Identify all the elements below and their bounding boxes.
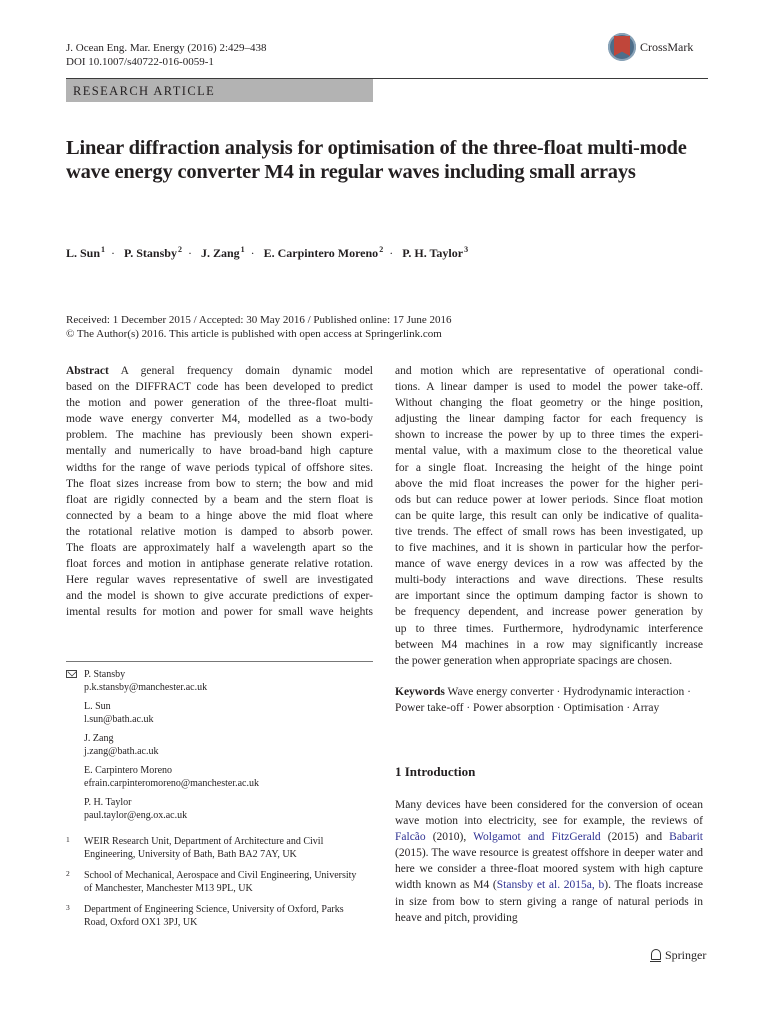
abstract-line: The floats are approximately half a wavelength apart so the bbox=[66, 542, 373, 555]
affiliation-text: WEIR Research Unit, Department of Architecture and Civil Engineering, University of Bath, Bath BA2 7AY, UK bbox=[84, 836, 324, 860]
intro-text: (2010), bbox=[425, 831, 474, 844]
abstract-line: widths for the range of wave periods typical of offshore sites. bbox=[66, 461, 373, 474]
affiliation-number: 3 bbox=[66, 903, 70, 912]
affiliation-entry bbox=[66, 869, 366, 895]
abstract-line: multi-body interactions and wave directions. These results bbox=[395, 574, 703, 587]
abstract-line: can be quite large, this result can only be indicative of qualita- bbox=[395, 509, 703, 522]
author-contacts bbox=[66, 668, 259, 828]
contact-entry bbox=[66, 764, 259, 790]
author-list bbox=[66, 245, 468, 261]
copyright-line: © The Author(s) 2016. This article is published with open access at Springerlink.com bbox=[66, 328, 442, 340]
intro-text: (2015). The wave resource is greatest offshore in deeper water and here we consider a three-float moored system with high capture width known as M4 ( bbox=[395, 847, 703, 892]
paper-title: Linear diffraction analysis for optimisation of the three-float multi-mode wave energy converter M4 in regular waves including small arrays bbox=[66, 137, 687, 183]
contact-name: L. Sun bbox=[84, 701, 111, 712]
contact-email[interactable]: efrain.carpinteromoreno@manchester.ac.uk bbox=[84, 778, 259, 789]
abstract-line: mentally and numerically to have broad-band high capture bbox=[66, 445, 373, 458]
section-heading-introduction: 1 Introduction bbox=[395, 764, 476, 779]
crossmark-icon bbox=[608, 33, 636, 61]
article-type-banner bbox=[66, 79, 373, 102]
abstract-line: mental value, with a maximum close to the theoretical value bbox=[395, 445, 703, 458]
abstract-line: tive trends. The effect of small rows has been investigated, up bbox=[395, 525, 703, 538]
abstract-line: imental results for motion and power for small wave heights bbox=[66, 606, 373, 619]
abstract-line: problem. The machine has previously been shown experi- bbox=[66, 429, 373, 442]
contact-entry bbox=[66, 668, 259, 694]
publisher-name: Springer bbox=[665, 948, 707, 962]
introduction-paragraph bbox=[395, 797, 703, 926]
contact-email[interactable]: j.zang@bath.ac.uk bbox=[84, 746, 159, 757]
citation-link[interactable]: Wolgamot and FitzGerald bbox=[473, 831, 601, 844]
affiliation-entry bbox=[66, 903, 366, 929]
abstract-line: tions. A linear damper is used to model the power take-off. bbox=[395, 381, 703, 394]
abstract-line: the rotational relative motion is damped to absorb power. bbox=[66, 525, 373, 538]
abstract-line: mode wave energy converter M4, modelled as a two-body bbox=[66, 413, 373, 426]
contact-entry bbox=[66, 796, 259, 822]
abstract-line: between M4 machines in a row may significantly increase bbox=[395, 638, 703, 651]
contact-entry bbox=[66, 700, 259, 726]
contact-entry bbox=[66, 732, 259, 758]
abstract-line: The float sizes increase from bow to stern; the bow and mid bbox=[66, 477, 373, 490]
journal-info bbox=[66, 41, 267, 69]
doi[interactable]: DOI 10.1007/s40722-016-0059-1 bbox=[66, 56, 214, 68]
publication-dates bbox=[66, 313, 452, 341]
abstract-line: connected by a beam to a hinge above the mid float where bbox=[66, 509, 373, 522]
affiliation-number: 1 bbox=[66, 835, 70, 844]
contact-name: E. Carpintero Moreno bbox=[84, 765, 173, 776]
separator: · bbox=[187, 246, 192, 260]
author[interactable]: E. Carpintero Moreno$^2$ bbox=[263, 245, 384, 260]
publisher-logo bbox=[650, 948, 706, 963]
citation-link[interactable]: Babarit bbox=[669, 831, 704, 844]
affiliation-text: School of Mechanical, Aerospace and Civil Engineering, University of Manchester, Manchester M13 9PL, UK bbox=[84, 870, 357, 894]
abstract-line: above the mid float increases the power for the higher peri- bbox=[395, 477, 703, 490]
abstract-line: to five machines, and it is shown in particular how the perfor- bbox=[395, 542, 703, 555]
author[interactable]: P. H. Taylor$^3$ bbox=[402, 245, 469, 260]
abstract-line: float are rigidly connected by a beam and the stern float is bbox=[66, 493, 373, 506]
springer-knight-icon bbox=[650, 949, 661, 962]
abstract-line: the motion and power generation of the three-float multi- bbox=[66, 397, 373, 410]
abstract-line: the power generation when appropriate spacings are chosen. bbox=[395, 654, 673, 667]
abstract-line: based on the DIFFRACT code has been developed to predict bbox=[66, 381, 373, 394]
dates-line: Received: 1 December 2015 / Accepted: 30 May 2016 / Published online: 17 June 2016 bbox=[66, 314, 452, 326]
contact-email[interactable]: p.k.stansby@manchester.ac.uk bbox=[84, 682, 208, 693]
affiliation-entry bbox=[66, 835, 366, 861]
contact-name: P. H. Taylor bbox=[84, 797, 132, 808]
affiliation-number: 2 bbox=[66, 869, 70, 878]
crossmark-badge[interactable] bbox=[608, 33, 693, 61]
contact-email[interactable]: paul.taylor@eng.ox.ac.uk bbox=[84, 810, 188, 821]
intro-text: (2015) and bbox=[600, 831, 670, 844]
abstract-line: are important since the optimum damping factor is shown to bbox=[395, 590, 703, 603]
abstract-line: float forces and motion in antiphase generate relative rotation. bbox=[66, 558, 373, 571]
contact-name: J. Zang bbox=[84, 733, 114, 744]
abstract-line: up to three times. Furthermore, hydrodynamic interference bbox=[395, 622, 703, 635]
abstract-right-column bbox=[395, 363, 703, 669]
citation-link[interactable]: Stansby et al. 2015a, b bbox=[496, 879, 605, 892]
intro-text: ). The floats increase in size from bow to stern giving a range of natural periods in heave and pitch, providing bbox=[395, 879, 704, 924]
abstract-line: Here regular waves representative of swell are investigated bbox=[66, 574, 373, 587]
abstract-line: Without changing the float geometry or the hinge position, bbox=[395, 397, 703, 410]
envelope-icon bbox=[66, 670, 77, 678]
intro-text: Many devices have been considered for the conversion of ocean wave motion into electricity, see for example, the reviews of bbox=[395, 799, 703, 828]
abstract-left-column bbox=[66, 363, 373, 621]
abstract-line: mance of wave energy devices in a row was affected by the bbox=[395, 558, 703, 571]
separator: · bbox=[111, 246, 116, 260]
abstract-line: and motion which are representative of operational condi- bbox=[395, 365, 703, 377]
keywords bbox=[395, 684, 703, 716]
affiliations bbox=[66, 835, 366, 937]
contact-email[interactable]: l.sun@bath.ac.uk bbox=[84, 714, 154, 725]
keywords-text: Wave energy converter · Hydrodynamic interaction · Power take-off · Power absorption · Optimisation · Array bbox=[395, 686, 691, 714]
article-type-label: RESEARCH ARTICLE bbox=[73, 84, 216, 98]
abstract-line: and the model is shown to give accurate predictions of exper- bbox=[66, 590, 373, 603]
separator: · bbox=[389, 246, 394, 260]
abstract-line: shown to increase the power by up to three times the experi- bbox=[395, 429, 703, 442]
author[interactable]: J. Zang$^1$ bbox=[200, 245, 245, 260]
keywords-label: Keywords bbox=[395, 686, 445, 698]
abstract-line: be frequency dependent, and increase power generation by bbox=[395, 606, 703, 619]
author[interactable]: P. Stansby$^2$ bbox=[124, 245, 182, 260]
abstract-label: Abstract bbox=[66, 365, 109, 377]
author[interactable]: L. Sun$^1$ bbox=[66, 245, 106, 260]
journal-citation: J. Ocean Eng. Mar. Energy (2016) 2:429–438 bbox=[66, 42, 267, 54]
abstract-line: for a single float. Increasing the height of the hinge point bbox=[395, 461, 703, 474]
affiliation-text: Department of Engineering Science, University of Oxford, Parks Road, Oxford OX1 3PJ, UK bbox=[84, 904, 344, 928]
abstract-line: ods but can reduce power at lower periods. Since float motion bbox=[395, 493, 703, 506]
citation-link[interactable]: Falcão bbox=[395, 831, 426, 844]
separator: · bbox=[250, 246, 255, 260]
crossmark-label: CrossMark bbox=[640, 39, 694, 54]
contact-name: P. Stansby bbox=[84, 669, 126, 680]
footnote-divider bbox=[66, 661, 373, 662]
abstract-line: Abstract A general frequency domain dynamic model bbox=[66, 365, 373, 377]
abstract-line: adjusting the linear damping factor for each frequency is bbox=[395, 413, 703, 426]
